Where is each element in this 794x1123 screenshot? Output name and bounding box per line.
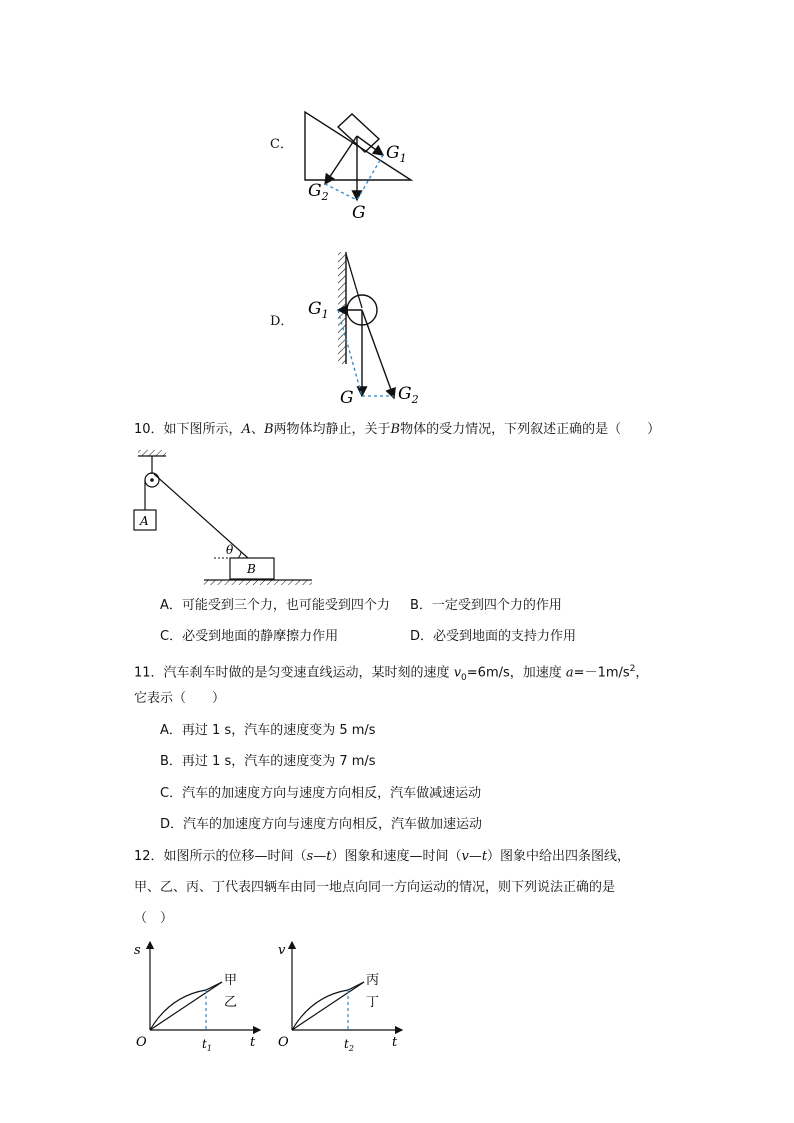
curve-jia-label: 甲 <box>224 973 238 988</box>
block-b-label: B <box>247 562 256 576</box>
tick-t2: $t_2$ <box>344 1037 354 1053</box>
axis-t-label: t <box>392 1035 398 1050</box>
question-10-stem: 10．如下图所示，A、B两物体均静止，关于B物体的受力情况，下列叙述正确的是（ ） <box>134 422 661 437</box>
curve-bing-label: 丙 <box>366 973 380 988</box>
label-g1: $G_1$ <box>308 299 329 321</box>
figure-pulley <box>130 446 320 588</box>
question-12-line1: 12．如图所示的位移—时间（s—t）图象和速度—时间（v—t）图象中给出四条图线， <box>134 849 631 864</box>
curve-ding-label: 丁 <box>366 995 380 1010</box>
q10-option-c[interactable]: C．必受到地面的静摩擦力作用 <box>160 629 339 644</box>
origin-label: O <box>136 1035 147 1050</box>
block-a-label: A <box>140 514 149 528</box>
theta-label: θ <box>226 543 234 557</box>
figure-incline-c <box>295 108 420 226</box>
question-12-line3: （ ） <box>134 911 174 926</box>
q10-option-d[interactable]: D．必受到地面的支持力作用 <box>410 629 577 644</box>
graph-v-t <box>272 938 412 1054</box>
q11-option-b[interactable]: B．再过 1 s，汽车的速度变为 7 m/s <box>160 754 376 769</box>
label-g1: $G_1$ <box>386 143 407 165</box>
label-g: G <box>352 203 366 223</box>
question-11-line2: 它表示（ ） <box>134 691 226 706</box>
option-c-label: C． <box>270 137 293 152</box>
axis-v-label: v <box>278 943 286 958</box>
label-g2: $G_2$ <box>308 181 329 203</box>
q11-option-c[interactable]: C．汽车的加速度方向与速度方向相反，汽车做减速运动 <box>160 786 482 801</box>
question-12-line2: 甲、乙、丙、丁代表四辆车由同一地点向同一方向运动的情况，则下列说法正确的是 <box>134 880 616 895</box>
graph-s-t <box>130 938 270 1054</box>
axis-s-label: s <box>134 943 141 958</box>
question-11-stem: 11．汽车刹车时做的是匀变速直线运动，某时刻的速度 $v_0=6m/s$，加速度 $a=-1m/s^2$， <box>134 664 649 683</box>
curve-yi-label: 乙 <box>224 995 238 1010</box>
q11-option-d[interactable]: D．汽车的加速度方向与速度方向相反，汽车做加速运动 <box>160 817 483 832</box>
q10-option-a[interactable]: A．可能受到三个力，也可能受到四个力 <box>160 598 390 613</box>
tick-t1: $t_1$ <box>202 1037 212 1053</box>
axis-t-label: t <box>250 1035 256 1050</box>
label-g: G <box>340 388 354 408</box>
origin-label: O <box>278 1035 289 1050</box>
option-d-label: D． <box>270 314 294 329</box>
figure-wall-ball-d <box>300 250 430 410</box>
q10-option-b[interactable]: B．一定受到四个力的作用 <box>410 598 562 613</box>
label-g2: $G_2$ <box>398 384 419 406</box>
q11-option-a[interactable]: A．再过 1 s，汽车的速度变为 5 m/s <box>160 723 376 738</box>
